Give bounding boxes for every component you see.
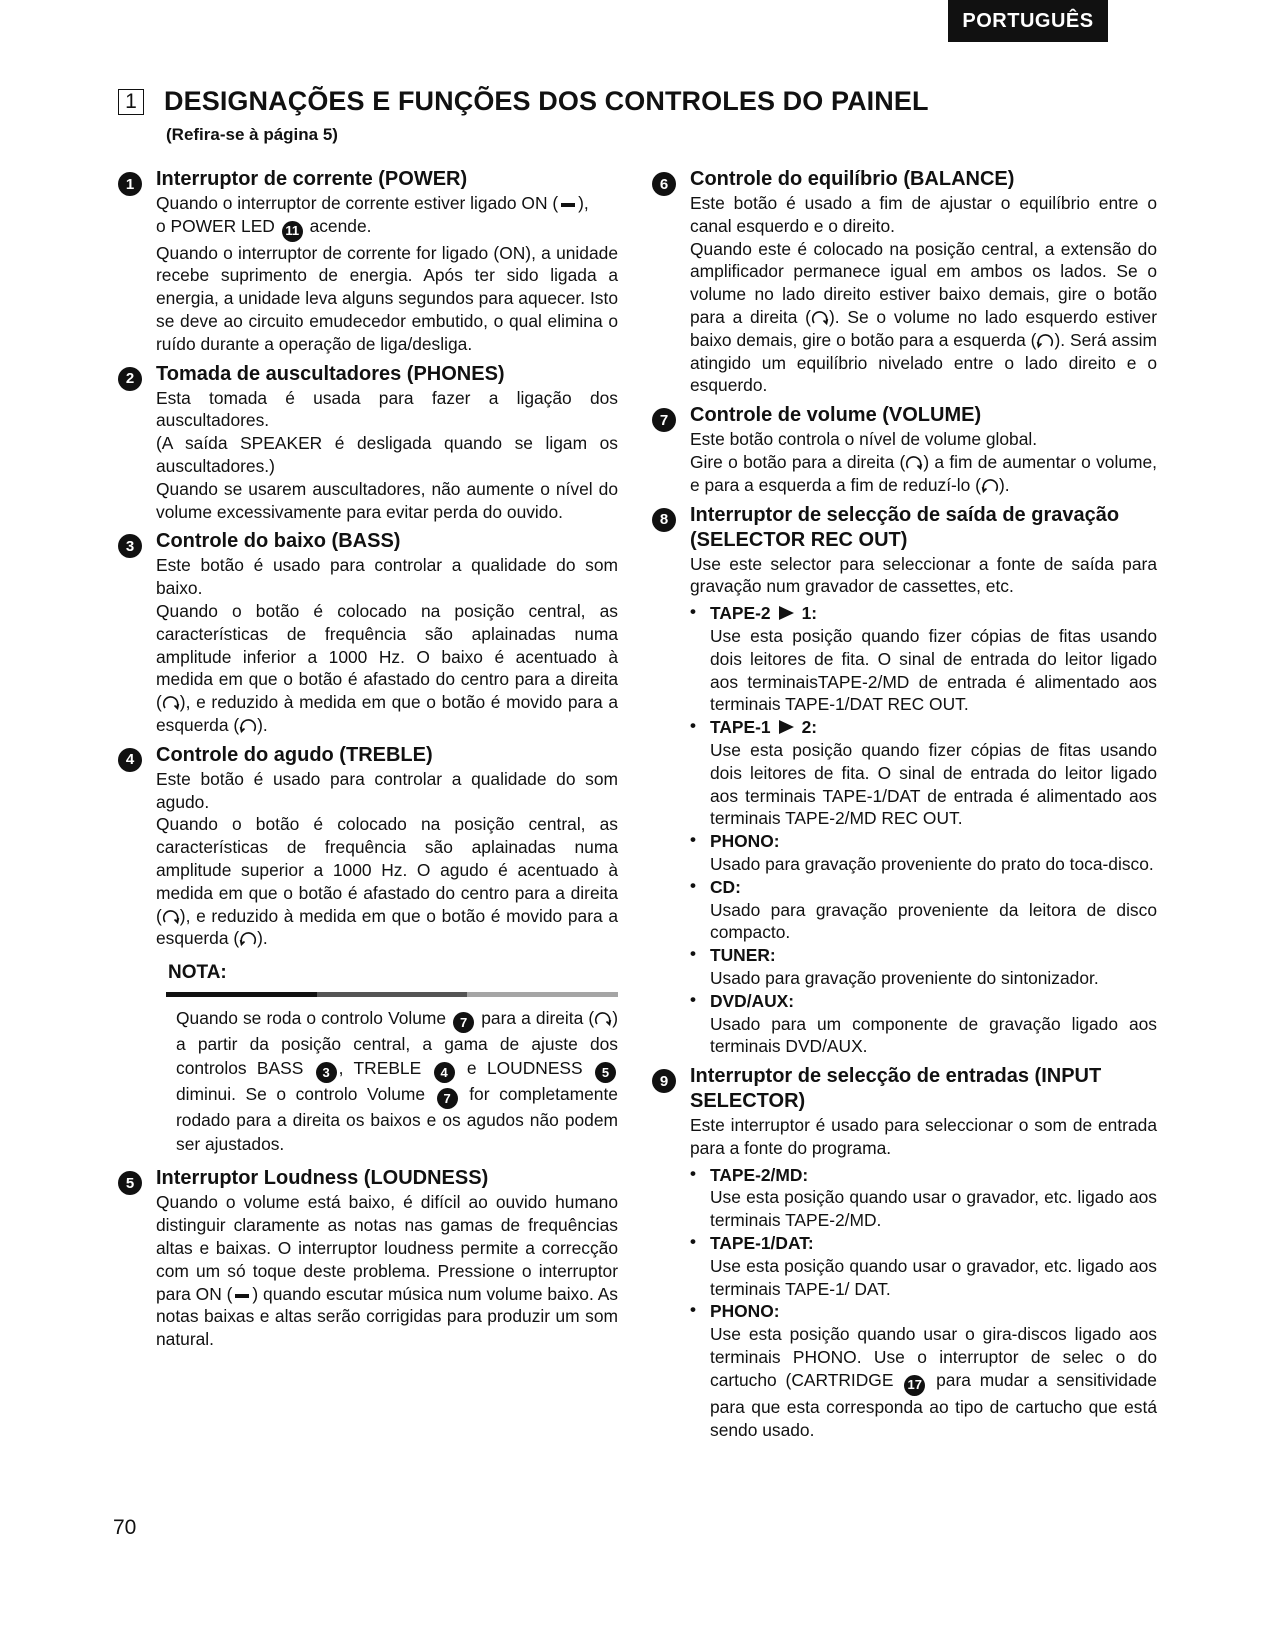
- item-title: Tomada de auscultadores (PHONES): [156, 362, 505, 385]
- list-item-head: TAPE-2/MD:: [710, 1164, 809, 1185]
- list-item-body: Use esta posição quando fizer cópias de fitas usando dois leitores de fita. O sinal de entrada do leitor ligado aos terminais TAPE-1/DAT de entrada é alimentado aos terminais TAPE-2/MD REC OUT.: [710, 739, 1157, 829]
- item-phones: [118, 362, 618, 524]
- knob-clockwise-icon: [905, 454, 923, 472]
- divider-segment: [166, 992, 317, 997]
- list-item-head: CD:: [710, 876, 741, 897]
- list-item-head: PHONO:: [710, 831, 780, 852]
- switch-on-icon: [561, 197, 575, 207]
- knob-clockwise-icon: [594, 1010, 612, 1028]
- item-title: Interruptor de corrente (POWER): [156, 168, 468, 190]
- item-loudness: [118, 1166, 618, 1351]
- list-item-body: Usado para gravação proveniente do sintonizador.: [710, 967, 1099, 988]
- list-item-body: Use esta posição quando usar o gravador, etc. ligado aos terminais TAPE-1/ DAT.: [710, 1255, 1157, 1299]
- divider-segment: [467, 992, 618, 997]
- list-item-head: DVD/AUX:: [710, 990, 795, 1011]
- text: acende.: [309, 215, 372, 236]
- list-item-head: TAPE-1/DAT:: [710, 1233, 814, 1254]
- note-label: NOTA:: [168, 962, 227, 984]
- list-item-body: Usado para um componente de gravação ligado aos terminais DVD/AUX.: [710, 1013, 1157, 1057]
- paragraph: Este botão é usado para controlar a qualidade do som baixo.: [156, 555, 618, 599]
- text: Quando o volume está baixo, é difícil ao ouvido humano distinguir claramente as notas nas gamas de frequências altas e baixas. O interruptor loudness permite a correcção com um só toque deste problema. Pressione o interruptor para ON (: [156, 1192, 618, 1304]
- text: Quando o interruptor de corrente estiver ligado ON (: [156, 193, 559, 213]
- list-item: • TAPE-2 1: Use esta posição quando fizer cópias de fitas usando dois leitores de fita. O sinal de entrada do leitor ligado aos terminaisTAPE-2/MD de entrada é alimentado aos terminais TAPE-1/DAT REC OUT.: [690, 602, 1157, 715]
- item-number-badge: 3: [118, 534, 142, 558]
- text: TAPE-1: [710, 717, 771, 738]
- switch-on-icon: [235, 1288, 249, 1298]
- reference-badge: 5: [595, 1062, 616, 1083]
- text: ) a fim de aumentar o volume, e para a esquerda a fim de reduzí-lo (: [690, 451, 1157, 495]
- knob-counterclockwise-icon: [981, 477, 999, 495]
- text: ).: [998, 474, 1010, 495]
- item-number-badge: 7: [652, 408, 676, 432]
- text: Quando se roda o controlo Volume: [176, 1008, 447, 1029]
- reference-badge: 11: [282, 221, 303, 242]
- text: Quando o botão é colocado na posição central, as características de frequência são aplainadas numa amplitude inferior a 1000 Hz. O baixo é acentuado à medida em que o botão é afastado do centro para a direita (: [156, 601, 618, 713]
- paragraph: Este interruptor é usado para seleccionar o som de entrada para a fonte do programa.: [690, 1115, 1157, 1158]
- text: e LOUDNESS: [466, 1057, 583, 1078]
- language-tab: PORTUGUÊS: [948, 0, 1108, 42]
- text: Quando este é colocado na posição central, a extensão do amplificador permanece igual em ambos os lados. Se o volume no lado direito estiver baixo demais, gire o botão para a direita (: [690, 238, 1157, 327]
- list-item-head: TUNER:: [710, 945, 776, 966]
- section-header: [118, 86, 1195, 145]
- list-item-body: [710, 1323, 1157, 1441]
- item-number-badge: 8: [652, 508, 676, 532]
- knob-counterclockwise-icon: [1036, 332, 1054, 350]
- item-number-badge: 5: [118, 1171, 142, 1195]
- text: ). Será assim atingido um equilíbrio nivelado entre o lado direito e o esquerdo.: [690, 329, 1157, 396]
- text: ), e reduzido à medida em que o botão é movido para a esquerda (: [156, 905, 618, 949]
- item-number-badge: 6: [652, 172, 676, 196]
- page-number: 70: [113, 1516, 137, 1539]
- text: para mudar a sensitividade para que esta corresponda ao tipo de cartucho que está sendo usado.: [710, 1369, 1157, 1440]
- text: , TREBLE: [338, 1057, 422, 1078]
- item-volume: [652, 403, 1157, 496]
- section-subtitle: (Refira-se à página 5): [166, 125, 338, 144]
- list-item: • PHONO: Use esta posição quando usar o gira-discos ligado aos terminais PHONO. Use o interruptor de selec o do cartucho (CARTRIDGE 17 para mudar a sensitividade para que esta corresponda ao tipo de cartucho que está sendo usado.: [690, 1300, 1157, 1440]
- item-balance: [652, 167, 1157, 397]
- note-divider: [166, 992, 618, 997]
- reference-badge: 17: [904, 1375, 925, 1396]
- knob-counterclockwise-icon: [239, 930, 257, 948]
- reference-badge: 7: [437, 1088, 458, 1109]
- item-input-selector: [652, 1064, 1157, 1441]
- text: TAPE-2: [710, 603, 771, 624]
- item-title: Interruptor Loudness (LOUDNESS): [156, 1167, 489, 1190]
- text: ). Se o volume no lado esquerdo estiver baixo demais, gire o botão para a esquerda (: [690, 306, 1157, 350]
- list-item-body: Usado para gravação proveniente do prato do toca-disco.: [710, 853, 1154, 874]
- item-title: Controle do equilíbrio (BALANCE): [690, 168, 1015, 190]
- text: Use esta posição quando usar o gira-discos ligado aos terminais PHONO. Use o interruptor de selec o do cartucho (CARTRIDGE: [710, 1324, 1157, 1390]
- text: ),: [578, 193, 589, 213]
- item-power: [118, 167, 618, 356]
- section-title: DESIGNAÇÕES E FUNÇÕES DOS CONTROLES DO PAINEL: [164, 86, 929, 116]
- note-box: [156, 962, 618, 1156]
- left-column: [118, 165, 618, 1357]
- item-bass: [118, 529, 618, 736]
- list-item: • TUNER: Usado para gravação proveniente do sintonizador.: [690, 944, 1157, 990]
- list-item: • TAPE-1 2: Use esta posição quando fizer cópias de fitas usando dois leitores de fita. O sinal de entrada do leitor ligado aos terminais TAPE-1/DAT de entrada é alimentado aos terminais TAPE-2/MD REC OUT.: [690, 716, 1157, 829]
- item-title: Interruptor de selecção de entradas (INPUT SELECTOR): [690, 1065, 1102, 1113]
- list-item: • DVD/AUX: Usado para um componente de gravação ligado aos terminais DVD/AUX.: [690, 989, 1157, 1057]
- paragraph: Esta tomada é usada para fazer a ligação dos auscultadores.: [156, 387, 618, 431]
- right-column: [652, 165, 1157, 1447]
- text: ), e reduzido à medida em que o botão é movido para a esquerda (: [156, 692, 618, 736]
- paragraph: Este botão é usado para controlar a qualidade do som agudo.: [156, 768, 618, 812]
- paragraph: Este botão é usado a fim de ajustar o equilíbrio entre o canal esquerdo e o direito.: [690, 193, 1157, 236]
- item-title: Interruptor de selecção de saída de gravação (SELECTOR REC OUT): [690, 503, 1120, 551]
- divider-segment: [317, 992, 468, 997]
- text: ) a partir da posição central, a gama de ajuste dos controlos BASS: [176, 1008, 618, 1078]
- item-treble: [118, 743, 618, 950]
- list-item-body: Usado para gravação proveniente da leitora de disco compacto.: [710, 899, 1157, 943]
- list-item-body: Use esta posição quando usar o gravador, etc. ligado aos terminais TAPE-2/MD.: [710, 1187, 1157, 1231]
- paragraph: (A saída SPEAKER é desligada quando se ligam os auscultadores.): [156, 433, 618, 477]
- bullet-list: [690, 602, 1157, 1058]
- text: Quando o botão é colocado na posição central, as características de frequência são aplainadas numa amplitude superior a 1000 Hz. O agudo é acentuado à medida em que o botão é afastado do centro para a direita (: [156, 814, 618, 926]
- arrow-right-icon: [779, 720, 794, 734]
- list-item: • PHONO: Usado para gravação proveniente do prato do toca-disco.: [690, 830, 1157, 876]
- text: Gire o botão para a direita (: [690, 451, 906, 472]
- paragraph: Quando se usarem auscultadores, não aumente o nível do volume excessivamente para evitar perda do ouvido.: [156, 478, 618, 522]
- knob-clockwise-icon: [162, 694, 180, 712]
- list-item-head: PHONO:: [710, 1301, 780, 1322]
- text: para a direita (: [481, 1008, 595, 1029]
- text: for completamente rodado para a direita os baixos e os agudos não podem ser ajustados.: [176, 1084, 618, 1154]
- knob-clockwise-icon: [162, 908, 180, 926]
- knob-clockwise-icon: [811, 309, 829, 327]
- text: 2:: [801, 717, 818, 738]
- reference-badge: 7: [453, 1012, 474, 1033]
- knob-counterclockwise-icon: [239, 717, 257, 735]
- list-item: • CD: Usado para gravação proveniente da leitora de disco compacto.: [690, 875, 1157, 943]
- reference-badge: 3: [316, 1062, 337, 1083]
- paragraph: Quando o interruptor de corrente for ligado (ON), a unidade recebe suprimento de energia. Após ter sido ligada a energia, a unidade leva alguns segundos para aquecer. Isto se deve ao circuito emudecedor embutido, o qual elimina o ruído durante a operação de liga/desliga.: [156, 242, 618, 354]
- arrow-right-icon: [779, 606, 794, 620]
- item-selector-rec-out: [652, 503, 1157, 1059]
- item-title: Controle do baixo (BASS): [156, 530, 401, 553]
- section-number: 1: [118, 89, 144, 115]
- bullet-list: [690, 1164, 1157, 1442]
- list-item-body: Use esta posição quando fizer cópias de fitas usando dois leitores de fita. O sinal de entrada do leitor ligado aos terminaisTAPE-2/MD de entrada é alimentado aos terminais TAPE-1/DAT REC OUT.: [710, 625, 1157, 715]
- item-number-badge: 9: [652, 1069, 676, 1093]
- text: diminui. Se o controlo Volume: [176, 1084, 426, 1105]
- item-number-badge: 2: [118, 367, 142, 391]
- paragraph: Este botão controla o nível de volume global.: [690, 429, 1038, 450]
- text: ).: [257, 928, 268, 949]
- item-number-badge: 4: [118, 748, 142, 772]
- paragraph: Use este selector para seleccionar a fonte de saída para gravação num gravador de cassettes, etc.: [690, 553, 1157, 597]
- text: 1:: [801, 603, 818, 624]
- reference-badge: 4: [434, 1062, 455, 1083]
- text: o POWER LED: [156, 215, 275, 236]
- text: ).: [257, 715, 268, 736]
- item-title: Controle do agudo (TREBLE): [156, 743, 433, 766]
- text: ) quando escutar música num volume baixo. As notas baixas e altas serão corrigidas para produzir um som natural.: [156, 1283, 618, 1350]
- item-number-badge: 1: [118, 172, 142, 196]
- list-item: • TAPE-1/DAT: Use esta posição quando usar o gravador, etc. ligado aos terminais TAPE-1/ DAT.: [690, 1232, 1157, 1299]
- list-item: • TAPE-2/MD: Use esta posição quando usar o gravador, etc. ligado aos terminais TAPE-2/MD.: [690, 1163, 1157, 1231]
- item-title: Controle de volume (VOLUME): [690, 404, 982, 427]
